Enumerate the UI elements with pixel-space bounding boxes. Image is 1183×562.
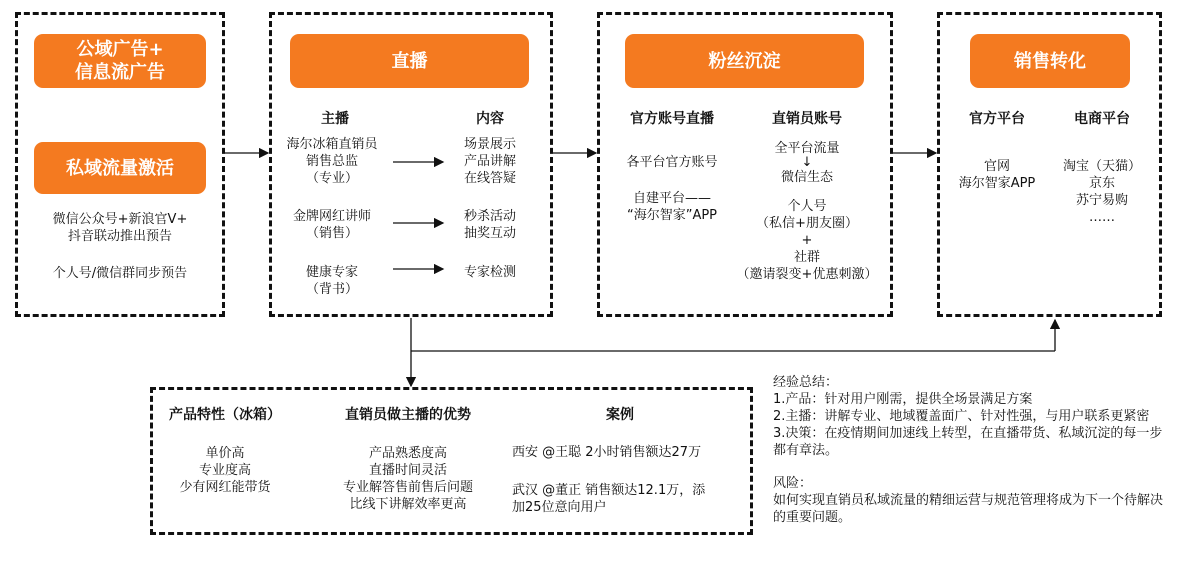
- sales-line-plus: +: [801, 233, 813, 248]
- self-platform-line2: “海尔智家”APP: [626, 208, 718, 223]
- ecom-suning: 苏宁易购: [1075, 193, 1128, 208]
- pill-live: 直播: [290, 34, 529, 88]
- feature-professional: 专业度高: [198, 463, 251, 478]
- official-account-text: 各平台官方账号: [626, 155, 718, 170]
- sales-line-community-detail: （邀请裂变+优惠刺激）: [736, 267, 878, 282]
- spacer: [773, 459, 1171, 475]
- case-xian: 西安 @王聪 2小时销售额达27万: [512, 445, 702, 460]
- sales-flow-text: [727, 140, 887, 283]
- host2-line2: （销售）: [305, 226, 358, 241]
- case-header: 案例: [606, 407, 634, 423]
- host-advantage-header: 直销员做主播的优势: [345, 407, 471, 423]
- pill-public-ads-line2: 信息流广告: [75, 62, 165, 83]
- host1-line1: 海尔冰箱直销员: [286, 137, 378, 152]
- adv-answers: 专业解答售前售后问题: [342, 480, 473, 495]
- self-platform-text: [607, 190, 737, 224]
- sales-line-community: 社群: [793, 250, 820, 265]
- host-item-3: [272, 264, 392, 298]
- host1-line2: 销售总监: [305, 154, 358, 169]
- pill-private-activation: 私域流量激活: [34, 142, 206, 194]
- content-item-2: [445, 208, 535, 242]
- ecom-more: ……: [1089, 210, 1115, 225]
- content1-line2: 产品讲解: [463, 154, 516, 169]
- official-app: 海尔智家APP: [958, 176, 1036, 191]
- risk-title: 风险：: [773, 476, 813, 491]
- content1-line3: 在线答疑: [463, 171, 516, 186]
- pill-fans: 粉丝沉淀: [625, 34, 864, 88]
- content-item-1: [445, 136, 535, 187]
- case-wuhan-line2: 加25位意向用户: [512, 500, 607, 515]
- stage1-promo-text: [20, 211, 220, 245]
- host3-line2: （背书）: [305, 282, 358, 297]
- col-host-header: 主播: [321, 111, 349, 127]
- case-wuhan: [512, 482, 747, 516]
- promo-line1: 微信公众号+新浪官V+: [52, 212, 188, 227]
- summary-item-decision: 3.决策：在疫情期间加速线上转型，在直播带货、私域沉淀的每一步都有章法。: [773, 426, 1163, 458]
- pill-public-ads: [34, 34, 206, 88]
- content2-line2: 抽奖互动: [463, 226, 516, 241]
- sales-line-personal: 个人号: [787, 199, 827, 214]
- summary-title: 经验总结：: [773, 375, 839, 390]
- col-official-platform-header: 官方平台: [969, 111, 1025, 127]
- host-item-2: [272, 208, 392, 242]
- host3-line1: 健康专家: [305, 265, 358, 280]
- content1-line1: 场景展示: [463, 137, 516, 152]
- host2-line1: 金牌网红讲师: [292, 209, 371, 224]
- self-platform-line1: 自建平台——: [632, 191, 711, 206]
- sales-line-personal-detail: （私信+朋友圈）: [756, 216, 858, 231]
- host-item-1: [272, 136, 392, 187]
- experience-summary: [773, 374, 1171, 526]
- spacer: [727, 186, 887, 198]
- ecom-jd: 京东: [1088, 176, 1115, 191]
- host1-line3: （专业）: [305, 171, 358, 186]
- stage1-preview-text: 个人号/微信群同步预告: [52, 266, 188, 281]
- risk-text: 如何实现直销员私域流量的精细运营与规范管理将成为下一个待解决的重要问题。: [773, 493, 1164, 525]
- official-platform-list: [942, 158, 1052, 192]
- promo-line2: 抖音联动推出预告: [67, 229, 172, 244]
- summary-item-product: 1.产品：针对用户刚需，提供全场景满足方案: [773, 392, 1033, 407]
- adv-flexible: 直播时间灵活: [368, 463, 447, 478]
- feature-price: 单价高: [205, 446, 245, 461]
- case-wuhan-line1: 武汉 @董正 销售额达12.1万，添: [512, 483, 706, 498]
- product-feature-list: [160, 445, 290, 496]
- content-item-3: 专家检测: [463, 265, 516, 280]
- sales-line-arrow: ↓: [801, 155, 813, 170]
- adv-efficiency: 比线下讲解效率更高: [349, 497, 467, 512]
- adv-familiar: 产品熟悉度高: [368, 446, 447, 461]
- feature-few-influencers: 少有网红能带货: [179, 480, 271, 495]
- host-advantage-list: [318, 445, 498, 513]
- col-content-header: 内容: [476, 111, 504, 127]
- col-official-live-header: 官方账号直播: [630, 111, 714, 127]
- ecom-taobao: 淘宝（天猫）: [1062, 159, 1141, 174]
- sales-line-traffic: 全平台流量: [774, 141, 840, 156]
- content2-line1: 秒杀活动: [463, 209, 516, 224]
- pill-sales-conversion: 销售转化: [970, 34, 1130, 88]
- summary-item-host: 2.主播：讲解专业、地域覆盖面广、针对性强，与用户联系更紧密: [773, 409, 1150, 424]
- pill-public-ads-line1: 公域广告+: [76, 39, 164, 60]
- product-feature-header: 产品特性（冰箱）: [169, 407, 281, 423]
- ecom-platform-list: [1047, 158, 1157, 226]
- col-sales-account-header: 直销员账号: [772, 111, 842, 127]
- official-site: 官网: [983, 159, 1010, 174]
- sales-line-wechat: 微信生态: [780, 170, 833, 185]
- col-ecom-platform-header: 电商平台: [1074, 111, 1130, 127]
